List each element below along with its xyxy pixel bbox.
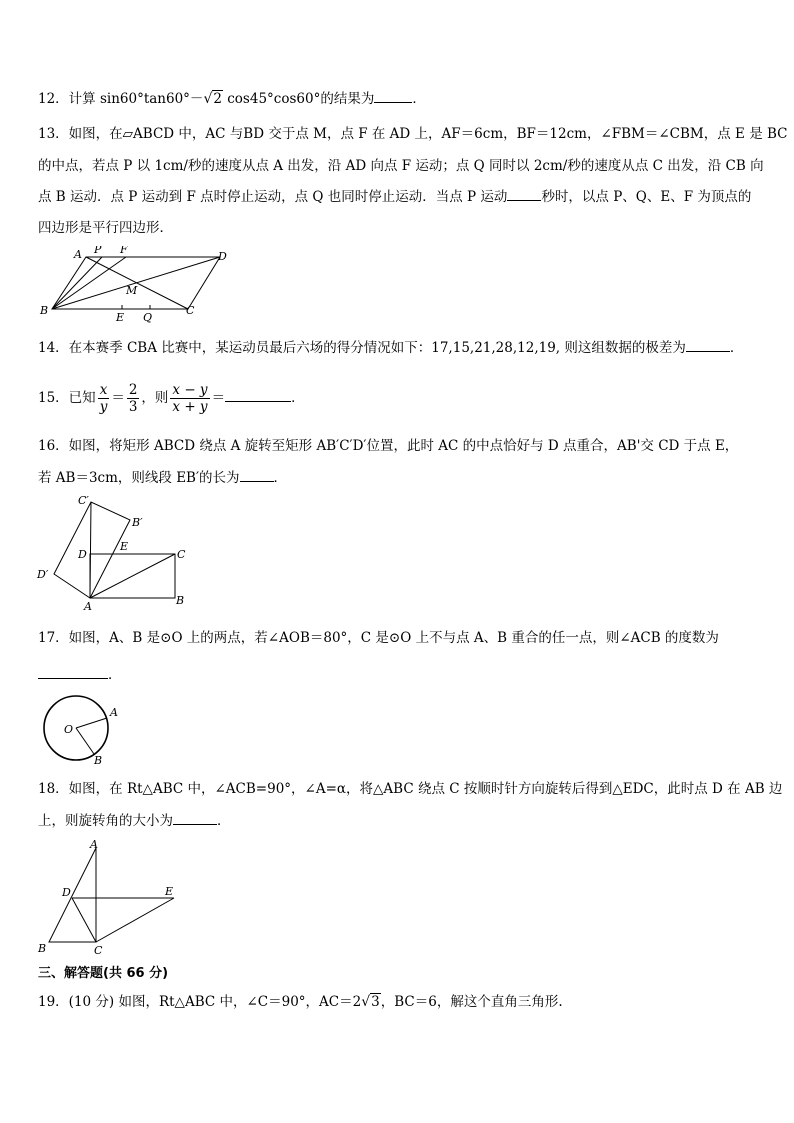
q13-line2: 的中点，若点 P 以 1cm/秒的速度从点 A 出发，沿 AD 向点 F 运动；点 Q 同时以 2cm/秒的速度从点 C 出发，沿 CB 向 <box>38 158 764 174</box>
q15-frac-expression: $\frac{x - y}{x + y}$ <box>172 382 208 415</box>
q19-sqrt: √3 <box>361 994 380 1010</box>
q18-line2: 上，则旋转角的大小为 ． <box>38 810 231 831</box>
q13-label-Q: Q <box>143 311 153 324</box>
q16-answer-blank[interactable] <box>240 467 274 482</box>
q13-label-A: A <box>74 248 82 261</box>
q18-label-C: C <box>94 944 103 956</box>
q18-answer-blank[interactable] <box>173 810 217 825</box>
q12-prefix: 12．计算 sin60°tan60°－ <box>38 91 204 107</box>
q12-answer-blank[interactable] <box>374 88 412 103</box>
q15-answer-blank[interactable] <box>225 387 291 402</box>
q13-label-C: C <box>186 304 195 317</box>
q13-line3: 点 B 运动．点 P 运动到 F 点时停止运动，点 Q 也同时停止运动．当点 P 运动 秒时，以点 P、Q、E、F 为顶点的 <box>38 186 751 207</box>
q15-frac-x-over-y: $\frac{x}{y}$ <box>99 382 108 415</box>
q18-line1: 18．如图，在 Rt△ABC 中，∠ACB=90°，∠A=α，将△ABC 绕点 C 按顺时针方向旋转后得到△EDC，此时点 D 在 AB 边 <box>38 781 783 797</box>
q16-label-E: E <box>120 540 129 553</box>
q17-label-O: O <box>64 723 74 736</box>
q16-label-B-prime: B′ <box>132 516 143 529</box>
q15-frac-2-over-3: $\frac{2}{3}$ <box>128 382 138 415</box>
q16-label-A: A <box>84 600 92 612</box>
q16-label-C-prime: C′ <box>78 494 89 507</box>
q14-answer-blank[interactable] <box>686 337 730 352</box>
q13-label-B: B <box>40 304 49 317</box>
q13-label-M: M <box>126 284 138 297</box>
q17-line2: ． <box>38 664 122 685</box>
q17-line1: 17．如图，A、B 是⊙O 上的两点，若∠AOB＝80°，C 是⊙O 上不与点 A、B 重合的任一点，则∠ACB 的度数为 <box>38 630 719 646</box>
q16-figure <box>34 492 204 612</box>
q17-figure <box>38 690 128 766</box>
q17-answer-blank[interactable] <box>38 664 108 679</box>
q13-answer-blank[interactable] <box>507 186 541 201</box>
q13-label-P: P <box>94 246 102 256</box>
q18-label-D: D <box>62 886 71 899</box>
q16-label-B: B <box>176 594 185 607</box>
q18-label-A: A <box>90 838 98 851</box>
q16-line2: 若 AB＝3cm，则线段 EB′的长为 ． <box>38 467 287 488</box>
q19-line: 19．(10 分) 如图，Rt△ABC 中，∠C＝90°，AC＝2√3，BC＝6，解这个直角三角形. <box>38 994 563 1010</box>
q16-line1: 16．如图，将矩形 ABCD 绕点 A 旋转至矩形 AB′C′D′位置，此时 AC 的中点恰好与 D 点重合，AB'交 CD 于点 E， <box>38 438 739 454</box>
q16-label-C: C <box>177 548 186 561</box>
q18-label-E: E <box>165 885 174 898</box>
q13-label-E: E <box>116 311 125 324</box>
q12-sqrt: √2 <box>203 91 222 107</box>
q18-figure <box>34 836 184 956</box>
q12-suffix: cos45°cos60°的结果为 <box>222 91 375 107</box>
q12-line: 12．计算 sin60°tan60°－√2 cos45°cos60°的结果为 ． <box>38 88 426 109</box>
q13-label-D: D <box>218 250 227 263</box>
q13-line1: 13．如图，在▱ABCD 中，AC 与BD 交于点 M，点 F 在 AD 上，AF＝6cm，BF＝12cm，∠FBM＝∠CBM，点 E 是 BC <box>38 126 788 142</box>
q13-line4: 四边形是平行四边形． <box>38 220 173 236</box>
q18-label-B: B <box>38 942 47 955</box>
q16-label-D-prime: D′ <box>37 568 49 581</box>
q13-label-F: F <box>120 246 128 256</box>
q17-label-B: B <box>94 754 103 766</box>
q17-label-A: A <box>110 706 118 719</box>
q15-line: 15．已知 $\frac{x}{y}$ ＝ $\frac{2}{3}$ ，则 $\frac{x - y}{x + y}$ ＝ ． <box>38 382 305 415</box>
section-3-heading: 三、解答题(共 66 分) <box>38 966 169 981</box>
q16-label-D: D <box>78 548 87 561</box>
q13-figure <box>36 246 236 326</box>
q14-line: 14．在本赛季 CBA 比赛中，某运动员最后六场的得分情况如下：17,15,21,28,12,19, 则这组数据的极差为 ． <box>38 337 743 358</box>
